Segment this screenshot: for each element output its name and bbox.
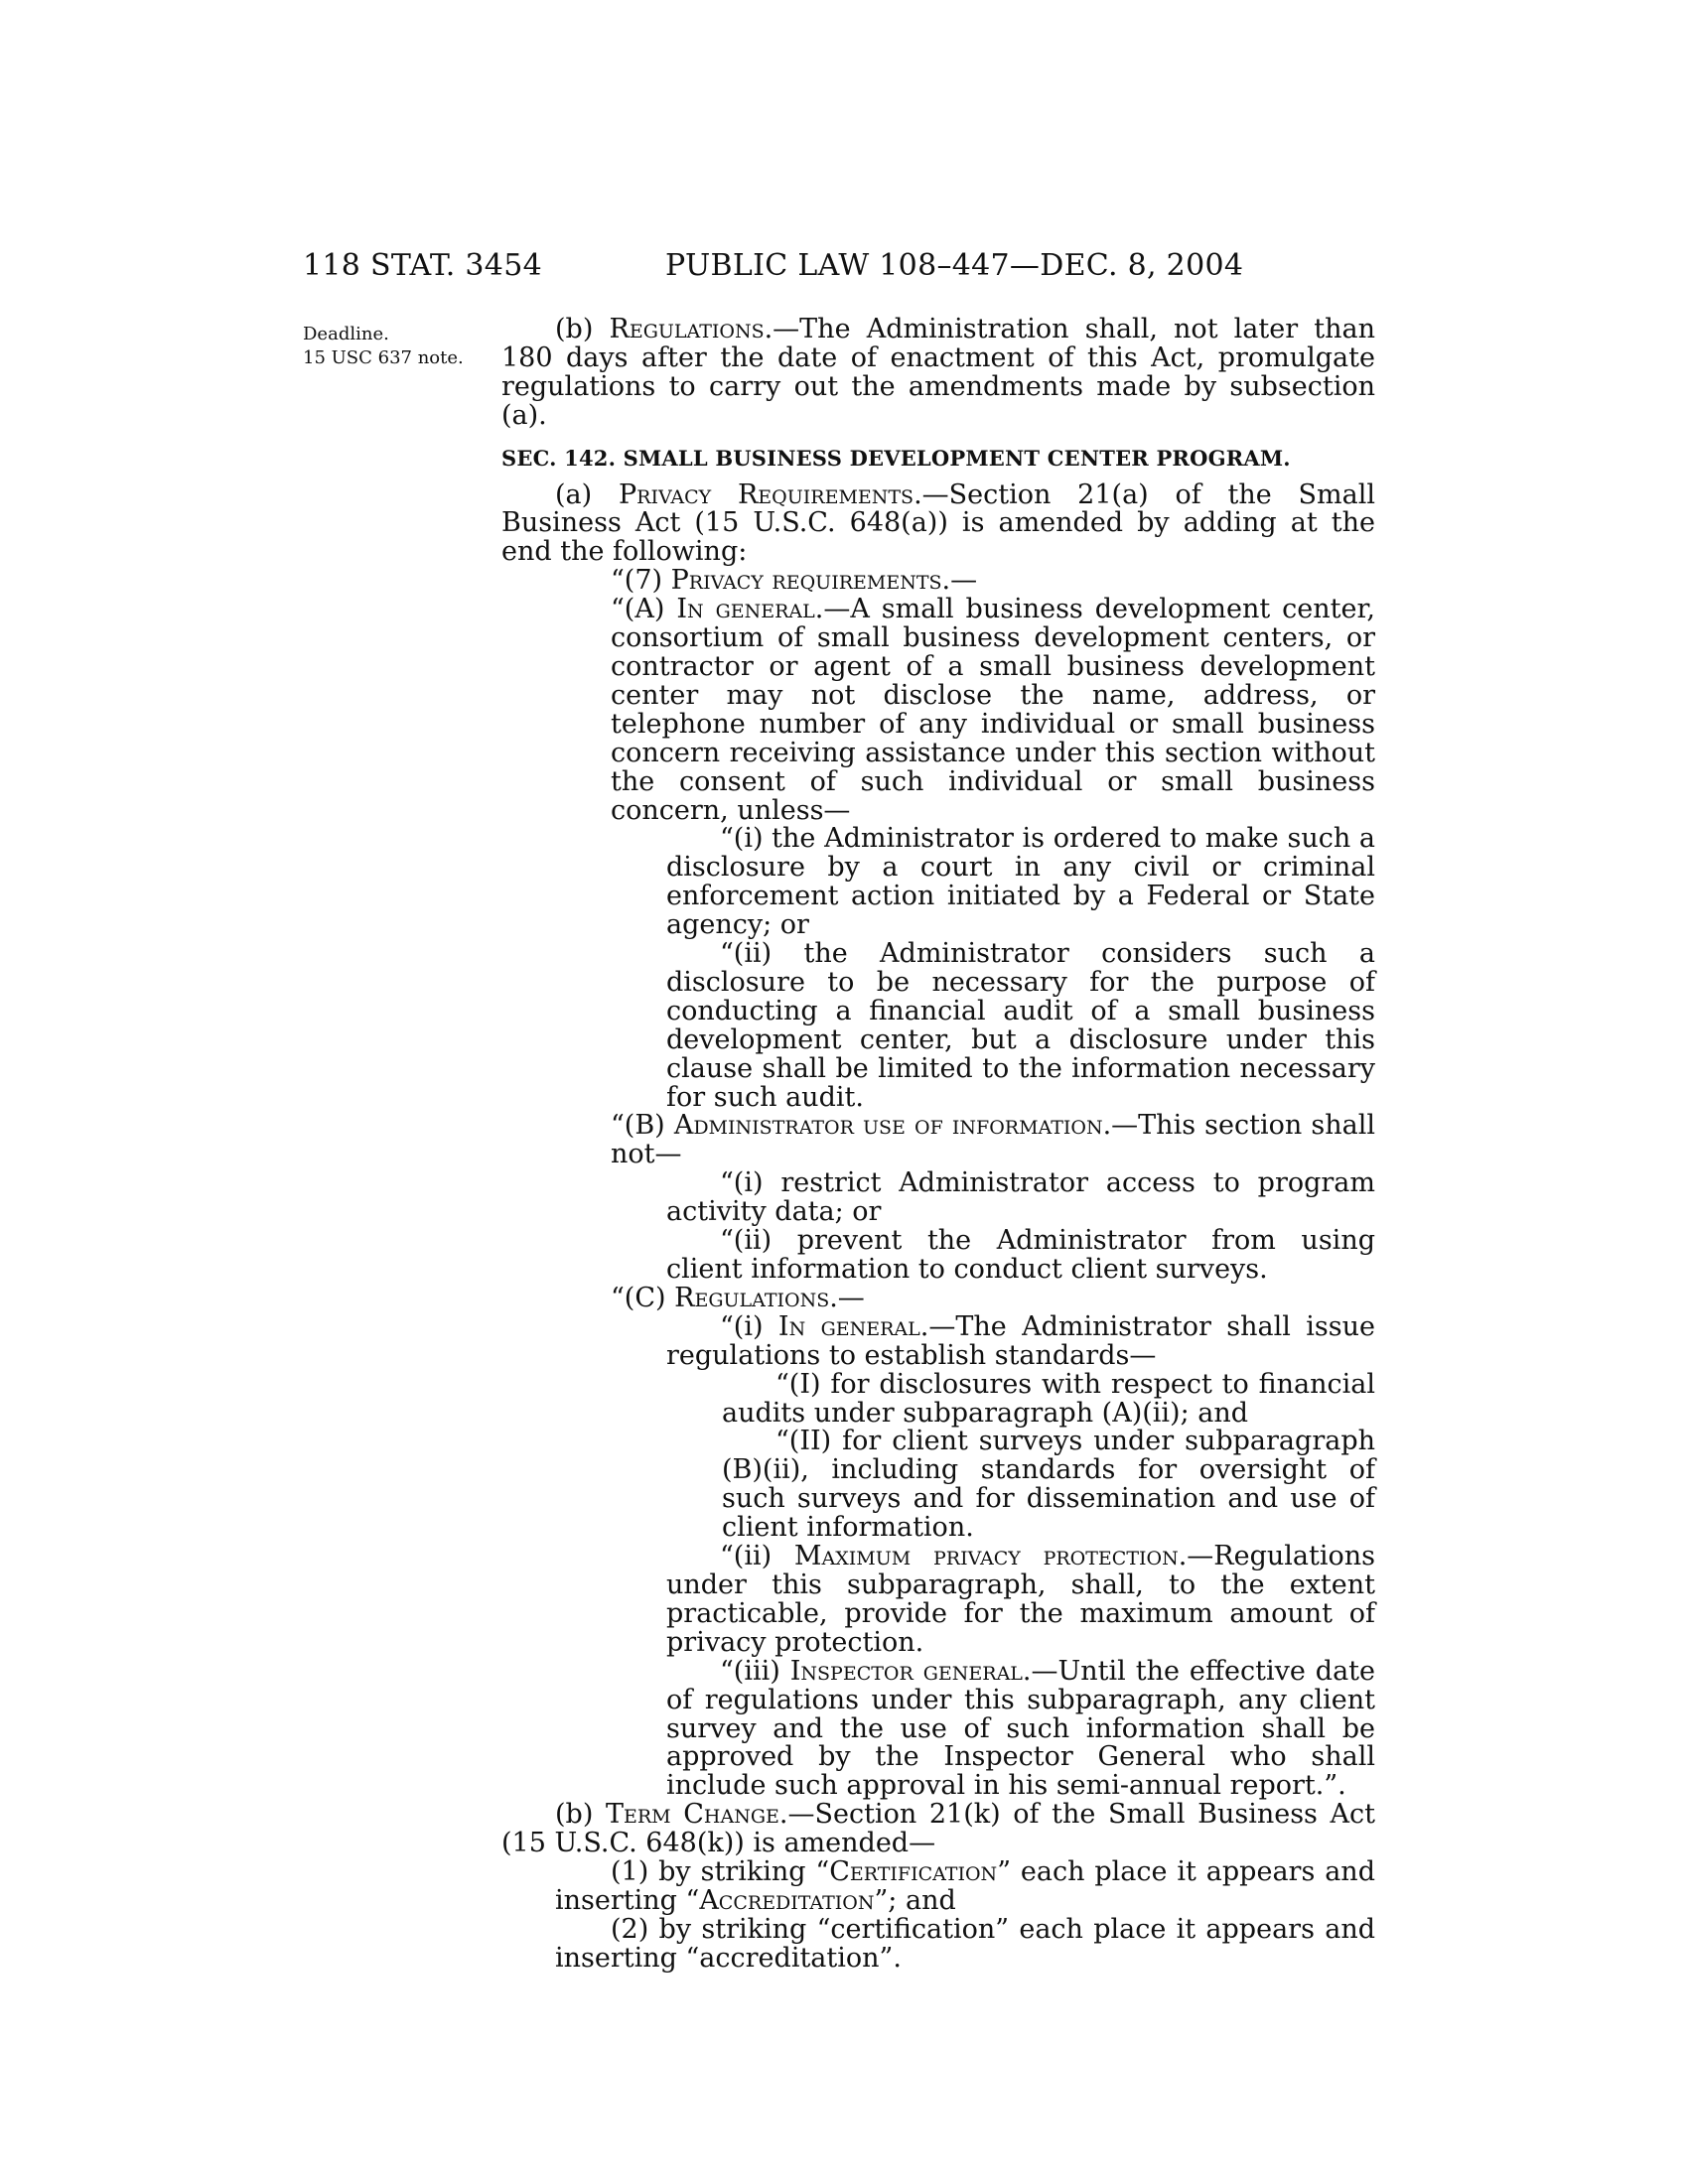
margin-note-usc: 15 USC 637 note. [303,347,464,368]
para-text: .—The Administrator shall issue regulations to establish standards— [666,1310,1376,1371]
para-label: “(A) [611,594,677,625]
para-heading: Term Change [606,1799,779,1831]
para-heading: Regulations [674,1282,830,1313]
item-b-2: (2) by striking “certification” each place it appears and inserting “accreditation”. [555,1913,1375,1974]
para-label: “(iii) [720,1655,790,1687]
paragraph-b-regulations [501,316,1375,431]
para-heading: In general [777,1310,920,1342]
para-text: .—This section shall not— [611,1110,1375,1170]
para-heading: Inspector general [789,1655,1023,1687]
section-heading: SEC. 142. SMALL BUSINESS DEVELOPMENT CENTER PROGRAM. [501,445,1291,471]
paragraph-b-term-change [501,1801,1375,1858]
para-label: “(ii) [720,1541,794,1572]
para-label: (b) [555,314,610,344]
clause-C-i [501,1310,1376,1371]
para-heading: Administrator use of information [673,1110,1103,1142]
clause-A-ii: “(ii) the Administrator considers such a disclosure to be necessary for the purpose of conducting a financial audit of a small business development center, but a disclosure under this clause shall be limited to the information necessary for such audit. [666,938,1375,1113]
para-heading: Privacy Requirements [618,478,914,510]
clause-B-ii: “(ii) prevent the Administrator from using client information to conduct client surveys. [666,1225,1375,1285]
subparagraph-C [501,1282,1375,1313]
subclause-C-i-II: “(II) for client surveys under subparagraph (B)(ii), including standards for oversight of such surveys and for dissemination and use of client information. [722,1426,1375,1544]
subparagraph-B [501,1112,1375,1169]
clause-C-iii [501,1655,1376,1802]
paragraph-a-privacy [501,478,1376,568]
para-label: “(i) [720,1310,778,1342]
para-text: .—Section 21(a) of the Small Business Act (15 U.S.C. 648(a)) is amended by adding at the end the following: [501,478,1376,568]
para-text: .—The Administration shall, not later than 180 days after the date of enactment of this Act, promulgate regulations to carry out the amendments made by subsection (a). [501,314,1376,431]
item-b-1 [501,1858,1375,1916]
para-heading: Maximum privacy protection [793,1541,1179,1572]
para-text: .—Regulations under this subparagraph, shall, to the extent practicable, provide for the maximum amount of privacy protection. [666,1541,1375,1658]
para-heading: Privacy requirements [670,565,942,597]
term-new: Accreditation [699,1884,875,1916]
paragraph-7-heading [501,567,1375,596]
para-text: (1) by striking “ [611,1856,830,1888]
clause-A-i: “(i) the Administrator is ordered to make such a disclosure by a court in any civil or criminal enforcement action initiated by a Federal or State agency; or [666,823,1375,941]
term-old: Certification [829,1856,998,1888]
para-text: ”; and [874,1884,956,1916]
para-text: .—Section 21(k) of the Small Business Act (15 U.S.C. 648(k)) is amended— [501,1799,1376,1859]
para-text: ” each place it appears and inserting “ [555,1856,1375,1916]
para-text: .—Until the effective date of regulations under this subparagraph, any client survey and the use of such information shall be approved by the Inspector General who shall include such approval in his semi-annual report.”. [666,1655,1376,1802]
page-statute-citation: 118 STAT. 3454 [303,248,542,283]
para-heading: Regulations [609,314,765,344]
subclause-C-i-I: “(I) for disclosures with respect to financial audits under subparagraph (A)(ii); and [722,1368,1375,1429]
para-text: .— [941,565,978,597]
para-label: “(7) [611,565,671,597]
para-label: “(B) [611,1110,674,1142]
para-label: (b) [555,1799,606,1831]
para-label: (a) [555,478,619,510]
para-heading: In general [676,594,815,625]
subparagraph-A [501,596,1375,825]
para-text: .—A small business development center, consortium of small business development centers, or contractor or agent of a small business development center may not disclose the name, address, or telephone number of any individual or small business concern receiving assistance under this section without the consent of such individual or small business concern, unless— [611,594,1376,826]
para-label: “(C) [611,1282,675,1313]
margin-note-deadline: Deadline. [303,324,389,344]
clause-B-i: “(i) restrict Administrator access to program activity data; or [666,1167,1375,1228]
para-text: .— [829,1282,865,1313]
clause-C-ii [501,1543,1375,1658]
page-running-head: PUBLIC LAW 108–447—DEC. 8, 2004 [665,248,1244,283]
document-body [501,316,1375,1974]
